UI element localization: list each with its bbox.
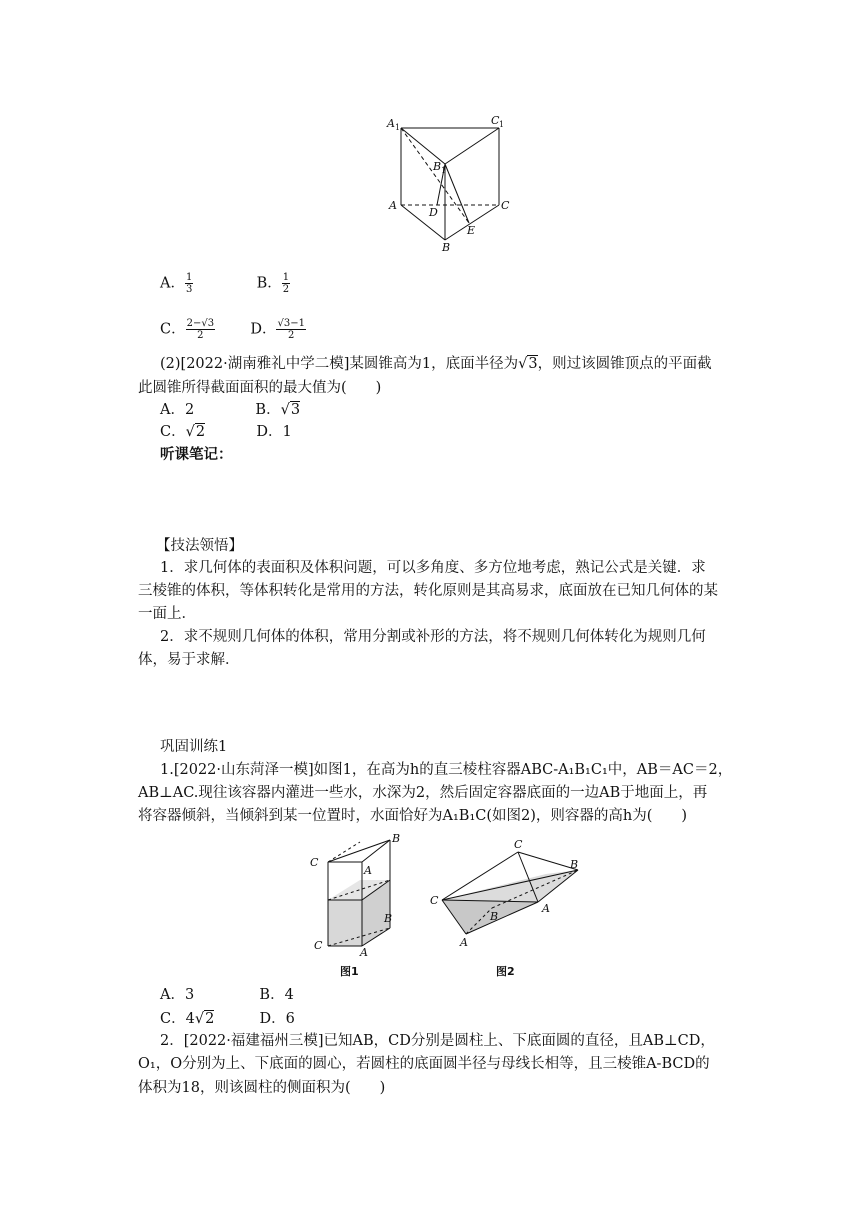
q2-line2: 此圆锥所得截面面积的最大值为( )	[138, 380, 382, 396]
q2-options-row1: A．2 B．√3	[160, 402, 301, 418]
fig1-label-C: C	[314, 939, 323, 952]
label-A: A	[389, 199, 397, 212]
q2-line1: (2)[2022·湖南雅礼中学二模]某圆锥高为1，底面半径为√3，则过该圆锥顶点的平面截	[160, 356, 712, 372]
q1-optC-fraction: $\frac{2-√3}{2}$	[186, 318, 215, 341]
fig2-label-A1: A	[542, 902, 550, 915]
fig1-label-B: B	[384, 912, 393, 925]
practice-q1-options-row1	[160, 985, 294, 1005]
fig1-caption: 图1	[340, 965, 359, 978]
label-C1-sub: 1	[499, 120, 505, 129]
technique-p1-line2: 三棱锥的体积，等体积转化是常用的方法，转化原则是其高易求，底面放在已知几何体的某	[138, 583, 718, 599]
label-C1: C	[491, 114, 500, 127]
q1-optC-label: C．	[160, 321, 186, 338]
fig1-label-C1: C	[310, 856, 319, 869]
fig1-label-A1: A	[364, 864, 372, 877]
practice-q2-line2: O₁，O分别为上、下底面的圆心，若圆柱的底面圆半径与母线长相等，且三棱锥A-BCD的	[138, 1056, 710, 1072]
notes-label: 听课笔记：	[160, 447, 233, 463]
fig1-label-A: A	[360, 946, 368, 959]
practice-q1-optC-sqrt: 2	[205, 1011, 215, 1027]
technique-p2-line2: 体，易于求解．	[138, 652, 240, 668]
practice-q1-optB: B．4	[259, 987, 294, 1003]
practice-q1-optC-label: C．4	[160, 1011, 195, 1027]
q1-optD-fraction: $\frac{√3-1}{2}$	[277, 318, 305, 341]
label-B1-sub: 1	[441, 166, 447, 175]
figure-1-prism	[306, 832, 410, 978]
label-B: B	[442, 241, 451, 254]
fig2-label-A: A	[460, 936, 468, 949]
q2-optC-label: C．	[160, 424, 186, 440]
q1-optB-label: B．	[256, 275, 282, 292]
practice-q2-line1: 2．[2022·福建福州三模]已知AB，CD分别是圆柱上、下底面圆的直径，且AB⊥CD，	[160, 1033, 715, 1049]
q1-optB-fraction: $\frac{1}{2}$	[282, 272, 290, 295]
figure-2-tilted-prism	[426, 836, 596, 978]
label-A1-sub: 1	[395, 123, 401, 132]
practice-q1-line2: AB⊥AC.现往该容器内灌进一些水，水深为2，然后固定容器底面的一边AB于地面上，再	[138, 785, 708, 801]
technique-p1-line1: 1．求几何体的表面积及体积问题，可以多角度、多方位地考虑，熟记公式是关键．求	[160, 560, 706, 576]
q1-options-row2	[160, 318, 306, 341]
fig2-label-C1: C	[514, 838, 523, 851]
practice-q2-line3: 体积为18，则该圆柱的侧面积为( )	[138, 1080, 386, 1096]
q2-optC-sqrt: 2	[195, 424, 206, 440]
practice-q1-options-row2: C．4√2 D．6	[160, 1011, 295, 1027]
technique-p1-line3: 一面上．	[138, 606, 196, 622]
fig2-label-B1: B	[570, 858, 579, 871]
label-B1: B	[433, 160, 442, 173]
q2-optA: A．2	[160, 402, 195, 418]
technique-heading: 【技法领悟】	[156, 538, 243, 554]
practice-q1-optD: D．6	[259, 1011, 295, 1027]
q1-optA-fraction: $\frac{1}{3}$	[185, 272, 193, 295]
practice-heading: 巩固训练1	[160, 739, 228, 755]
fig2-label-B: B	[490, 910, 499, 923]
fig2-caption: 图2	[496, 965, 515, 978]
q1-optA-label: A．	[160, 275, 185, 292]
q1-options-row1	[160, 272, 290, 295]
prism-figure	[385, 112, 515, 254]
fig2-label-C: C	[430, 894, 439, 907]
q2-optD: D．1	[256, 424, 292, 440]
q2-optB-label: B．	[255, 402, 281, 418]
label-C: C	[501, 199, 510, 212]
fig1-label-B1: B	[392, 832, 401, 845]
q2-optB-sqrt: 3	[290, 402, 301, 418]
practice-q1-line3: 将容器倾斜，当倾斜到某一位置时，水面恰好为A₁B₁C(如图2)，则容器的高h为( )	[138, 808, 688, 824]
label-A1: A	[387, 117, 395, 130]
q1-optD-label: D．	[250, 321, 277, 338]
practice-q1-optA: A．3	[160, 987, 195, 1003]
practice-q1-line1: 1.[2022·山东菏泽一模]如图1，在高为h的直三棱柱容器ABC-A₁B₁C₁中，AB＝AC＝2，	[160, 762, 733, 778]
label-D: D	[429, 206, 438, 219]
technique-p2-line1: 2．求不规则几何体的体积，常用分割或补形的方法，将不规则几何体转化为规则几何	[160, 629, 706, 645]
label-E: E	[467, 224, 476, 237]
q2-options-row2: C．√2 D．1	[160, 424, 292, 440]
